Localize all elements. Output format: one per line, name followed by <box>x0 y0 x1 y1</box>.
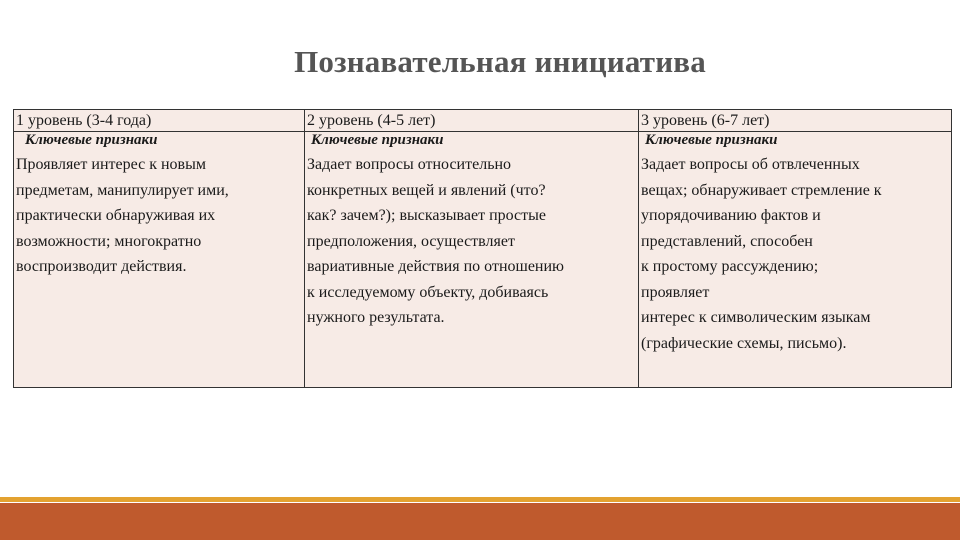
body-cell-level-3 <box>639 132 952 388</box>
key-features-label: Ключевые признаки <box>25 132 158 148</box>
key-features-label: Ключевые признаки <box>645 132 778 148</box>
table-header-row <box>14 110 952 132</box>
footer-bar <box>0 503 960 540</box>
header-cell-level-2: 2 уровень (4-5 лет) <box>305 110 639 132</box>
key-features-label: Ключевые признаки <box>311 132 444 148</box>
levels-table <box>13 109 952 388</box>
accent-stripe <box>0 497 960 502</box>
body-cell-level-2 <box>305 132 639 388</box>
description-text: Задает вопросы об отвлеченных вещах; обнаруживает стремление к упорядочиванию фактов и представлений, способен к простому рассуждению; проявляет интерес к символическим языкам (графические схемы, письмо). <box>641 156 882 352</box>
header-cell-level-3: 3 уровень (6-7 лет) <box>639 110 952 132</box>
description-text: Проявляет интерес к новым предметам, манипулирует ими, практически обнаруживая их возможности; многократно воспроизводит действия. <box>16 156 229 275</box>
page-title: Познавательная инициатива <box>294 44 706 79</box>
table-row <box>14 132 952 388</box>
description-text: Задает вопросы относительно конкретных вещей и явлений (что? как? зачем?); высказывает простые предположения, осуществляет вариативные действия по отношению к исследуемому объекту, добиваясь нужного результата. <box>307 156 564 326</box>
header-cell-level-1: 1 уровень (3-4 года) <box>14 110 305 132</box>
body-cell-level-1 <box>14 132 305 388</box>
